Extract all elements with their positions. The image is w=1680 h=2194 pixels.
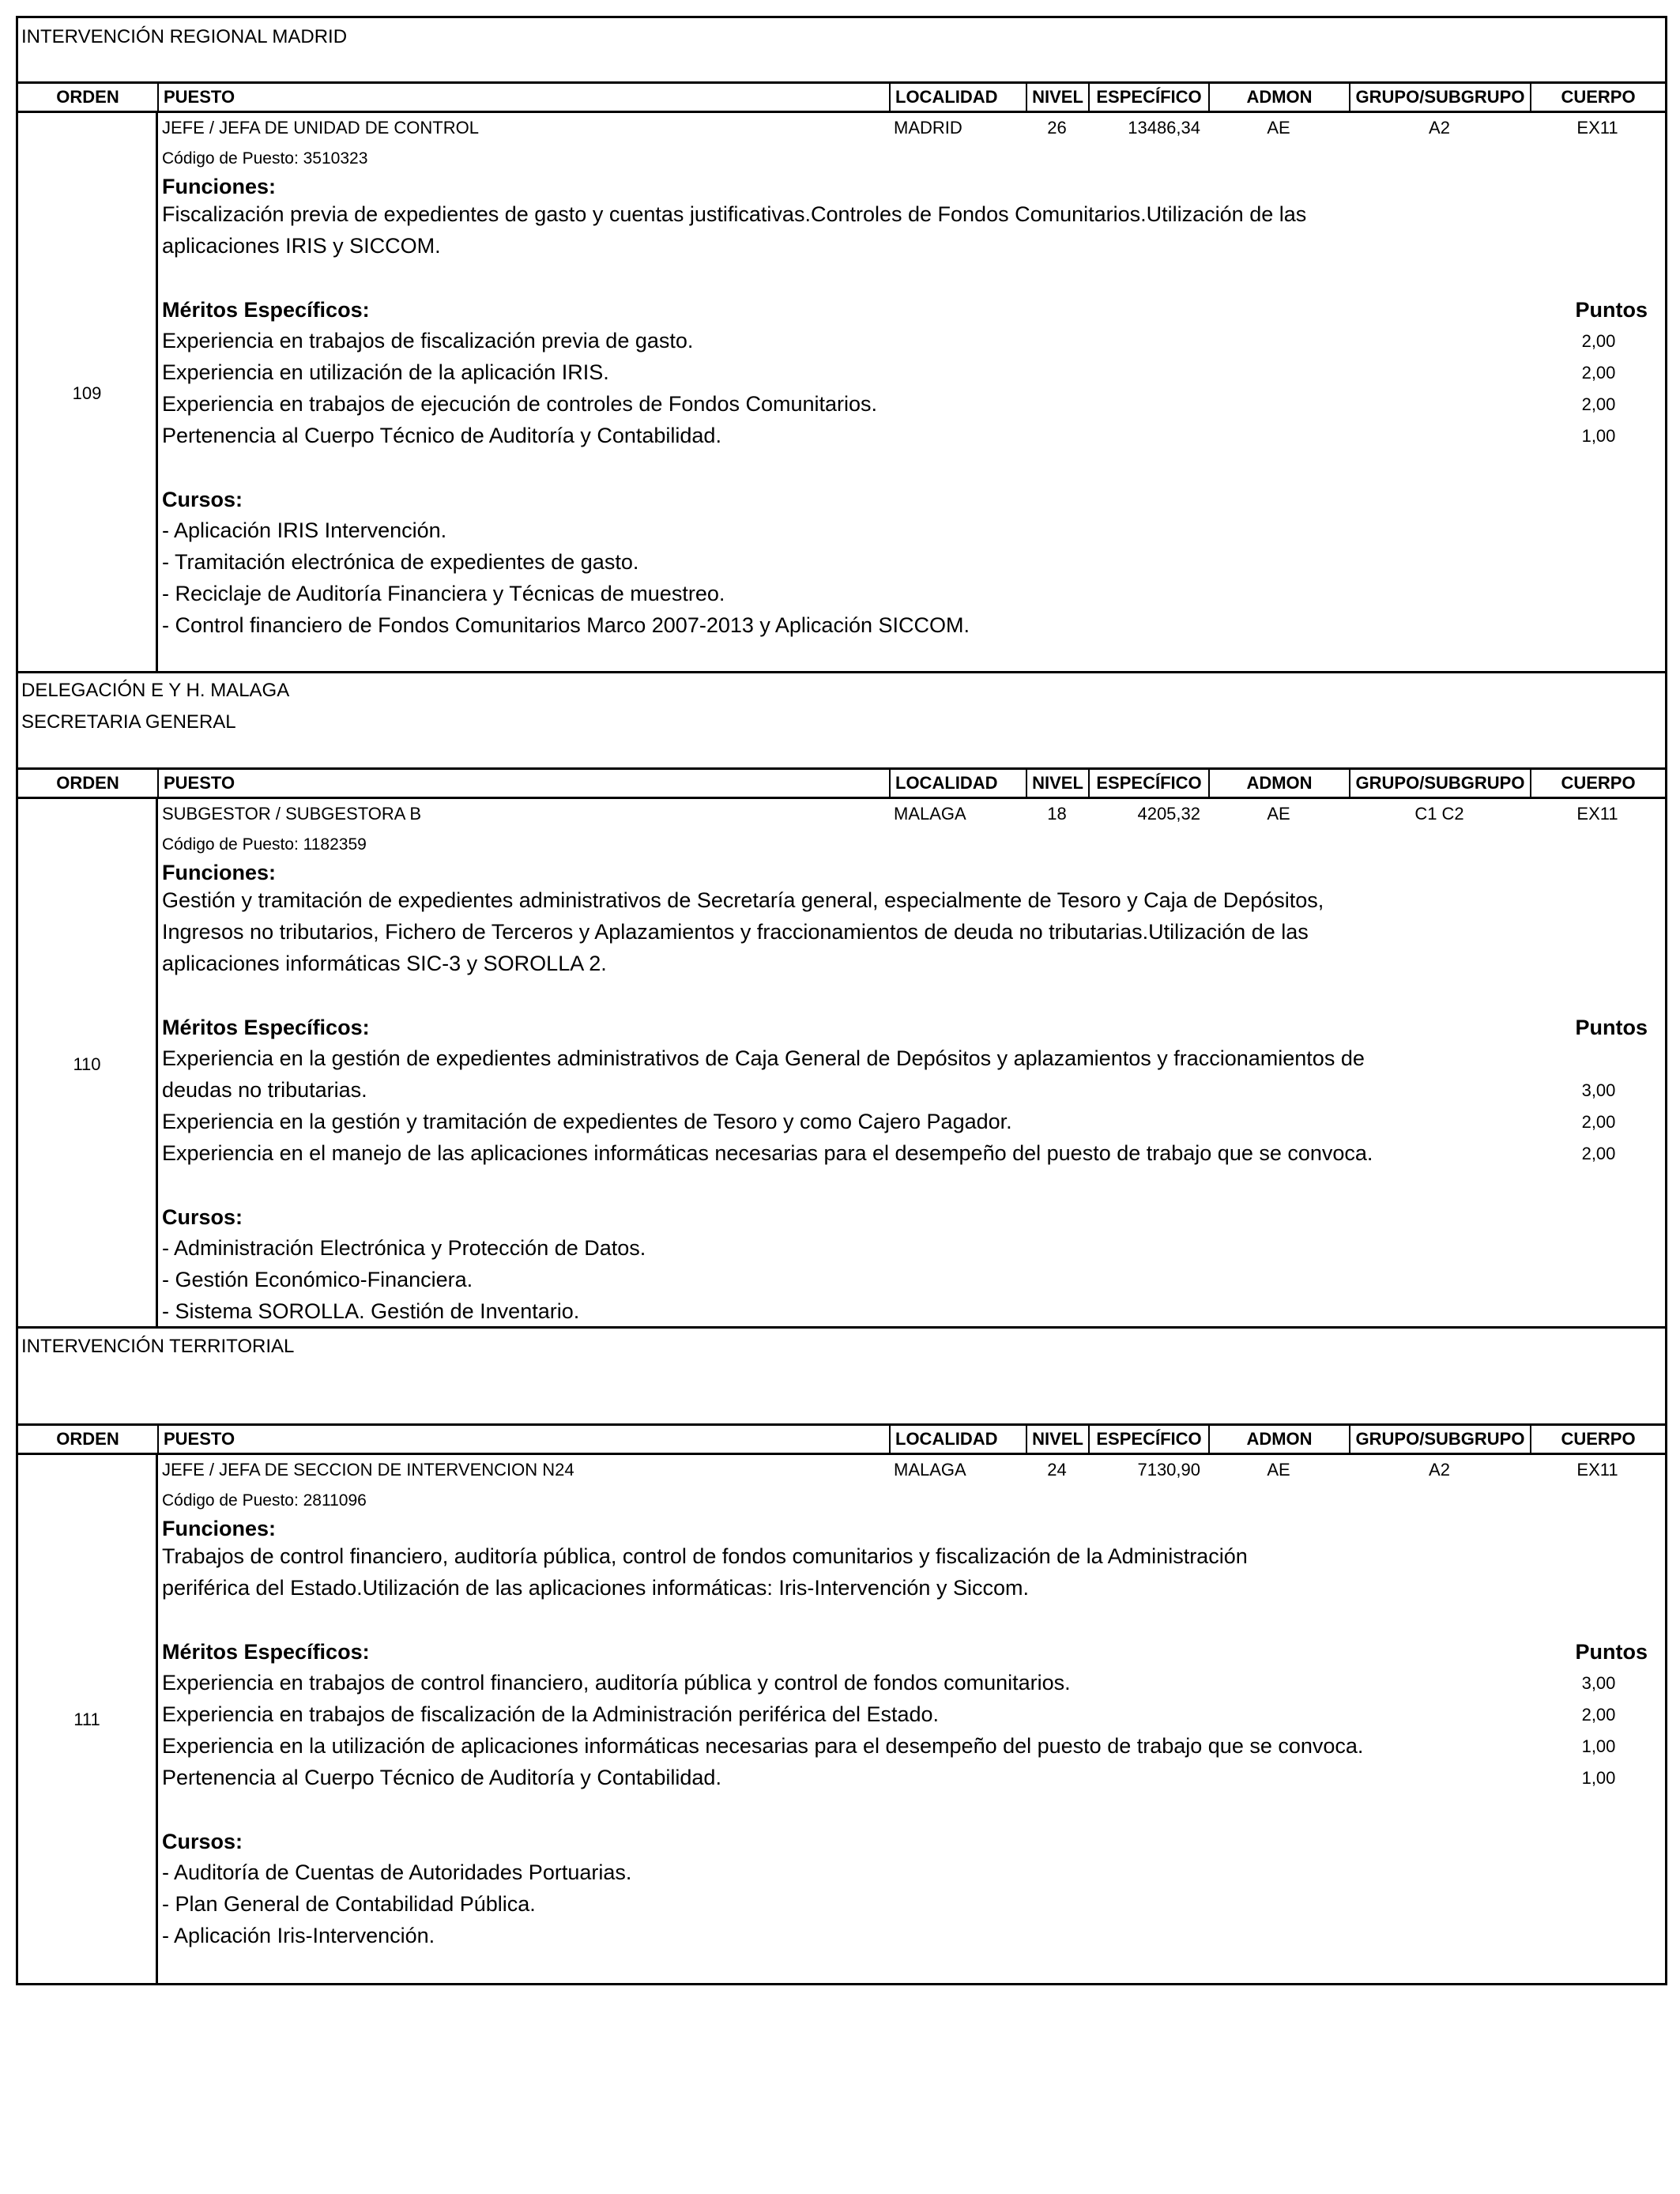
cursos-heading: Cursos: bbox=[162, 488, 243, 511]
merito-puntos: 2,00 bbox=[1581, 1705, 1616, 1725]
funciones-line: Gestión y tramitación de expedientes administrativos de Secretaría general, especialmente de Tesoro y Caja de Depósitos, bbox=[162, 888, 1324, 912]
merito-puntos: 2,00 bbox=[1581, 331, 1616, 351]
cell-cuerpo: EX11 bbox=[1576, 1460, 1618, 1480]
cell-cuerpo: EX11 bbox=[1576, 118, 1618, 138]
cell-localidad: MALAGA bbox=[894, 804, 966, 824]
merito-puntos: 2,00 bbox=[1581, 363, 1616, 383]
funciones-heading: Funciones: bbox=[162, 861, 277, 884]
merito-puntos: 2,00 bbox=[1581, 1112, 1616, 1132]
unit-title: SECRETARIA GENERAL bbox=[21, 711, 236, 733]
codigo-puesto: Código de Puesto: 1182359 bbox=[162, 835, 367, 854]
cell-puesto: JEFE / JEFA DE SECCION DE INTERVENCION N24 bbox=[162, 1460, 574, 1480]
meritos-heading: Méritos Específicos: bbox=[162, 1640, 370, 1664]
cell-nivel: 26 bbox=[1047, 118, 1067, 138]
cell-especifico: 13486,34 bbox=[1128, 118, 1200, 138]
cell-localidad: MADRID bbox=[894, 118, 962, 138]
orden-number: 111 bbox=[73, 1710, 100, 1729]
unit-title: DELEGACIÓN E Y H. MALAGA bbox=[21, 680, 290, 701]
header-cuerpo: CUERPO bbox=[1530, 1426, 1665, 1453]
funciones-heading: Funciones: bbox=[162, 175, 277, 198]
orden-divider bbox=[156, 799, 158, 1328]
cell-localidad: MALAGA bbox=[894, 1460, 966, 1480]
unit-title: INTERVENCIÓN TERRITORIAL bbox=[21, 1336, 295, 1357]
merito-puntos: 2,00 bbox=[1581, 1144, 1616, 1163]
funciones-line: Ingresos no tributarios, Fichero de Terceros y Aplazamientos y fraccionamientos de deuda no tributarias.Utilización de las bbox=[162, 920, 1309, 944]
merito-line: Experiencia en el manejo de las aplicaciones informáticas necesarias para el desempeño del puesto de trabajo que se convoca. bbox=[162, 1141, 1373, 1165]
merito-puntos: 1,00 bbox=[1581, 1736, 1616, 1756]
section-divider bbox=[18, 1326, 1665, 1329]
header-especifico: ESPECÍFICO bbox=[1088, 1426, 1208, 1453]
funciones-line: aplicaciones IRIS y SICCOM. bbox=[162, 234, 441, 258]
header-puesto: PUESTO bbox=[157, 84, 889, 111]
cell-puesto: JEFE / JEFA DE UNIDAD DE CONTROL bbox=[162, 118, 479, 138]
header-admon: ADMON bbox=[1208, 84, 1349, 111]
merito-line: Experiencia en la gestión y tramitación de expedientes de Tesoro y como Cajero Pagador. bbox=[162, 1110, 1012, 1133]
cell-nivel: 18 bbox=[1047, 804, 1067, 824]
cell-admon: AE bbox=[1267, 804, 1290, 824]
unit-title: INTERVENCIÓN REGIONAL MADRID bbox=[21, 26, 348, 47]
cell-especifico: 4205,32 bbox=[1137, 804, 1200, 824]
cell-admon: AE bbox=[1267, 1460, 1290, 1480]
curso-line: - Aplicación Iris-Intervención. bbox=[162, 1924, 435, 1947]
merito-line: Pertenencia al Cuerpo Técnico de Auditoría y Contabilidad. bbox=[162, 1766, 721, 1789]
puntos-heading: Puntos bbox=[1575, 1016, 1648, 1039]
codigo-puesto: Código de Puesto: 3510323 bbox=[162, 149, 368, 168]
cell-grupo: A2 bbox=[1429, 1460, 1450, 1480]
meritos-heading: Méritos Específicos: bbox=[162, 1016, 370, 1039]
merito-puntos: 3,00 bbox=[1581, 1673, 1616, 1693]
header-cuerpo: CUERPO bbox=[1530, 84, 1665, 111]
curso-line: - Gestión Económico-Financiera. bbox=[162, 1268, 473, 1291]
header-cuerpo: CUERPO bbox=[1530, 770, 1665, 797]
merito-line: Experiencia en trabajos de control financiero, auditoría pública y control de fondos comunitarios. bbox=[162, 1671, 1071, 1695]
header-orden: ORDEN bbox=[56, 87, 119, 107]
header-grupo: GRUPO/SUBGRUPO bbox=[1349, 770, 1530, 797]
header-grupo: GRUPO/SUBGRUPO bbox=[1349, 84, 1530, 111]
merito-line: deudas no tributarias. bbox=[162, 1078, 367, 1102]
header-localidad: LOCALIDAD bbox=[889, 770, 1026, 797]
puntos-heading: Puntos bbox=[1575, 1640, 1648, 1664]
merito-line: Experiencia en la utilización de aplicaciones informáticas necesarias para el desempeño del puesto de trabajo que se convoca. bbox=[162, 1734, 1364, 1758]
document-table bbox=[16, 16, 1667, 1985]
merito-line: Experiencia en trabajos de ejecución de controles de Fondos Comunitarios. bbox=[162, 392, 878, 416]
header-orden: ORDEN bbox=[56, 1429, 119, 1449]
table-header-row bbox=[18, 81, 1665, 113]
header-localidad: LOCALIDAD bbox=[889, 84, 1026, 111]
header-admon: ADMON bbox=[1208, 770, 1349, 797]
orden-number: 109 bbox=[72, 383, 102, 403]
merito-puntos: 3,00 bbox=[1581, 1080, 1616, 1100]
cell-grupo: C1 C2 bbox=[1414, 804, 1464, 824]
funciones-line: Trabajos de control financiero, auditoría pública, control de fondos comunitarios y fiscalización de la Administración bbox=[162, 1544, 1248, 1568]
cell-especifico: 7130,90 bbox=[1137, 1460, 1200, 1480]
meritos-heading: Méritos Específicos: bbox=[162, 298, 370, 322]
merito-puntos: 2,00 bbox=[1581, 394, 1616, 414]
merito-line: Experiencia en trabajos de fiscalización previa de gasto. bbox=[162, 329, 694, 352]
curso-line: - Control financiero de Fondos Comunitarios Marco 2007-2013 y Aplicación SICCOM. bbox=[162, 613, 970, 637]
orden-divider bbox=[156, 113, 158, 673]
curso-line: - Auditoría de Cuentas de Autoridades Portuarias. bbox=[162, 1860, 632, 1884]
header-puesto: PUESTO bbox=[157, 770, 889, 797]
funciones-heading: Funciones: bbox=[162, 1517, 277, 1540]
curso-line: - Reciclaje de Auditoría Financiera y Técnicas de muestreo. bbox=[162, 582, 725, 605]
header-orden: ORDEN bbox=[56, 773, 119, 793]
cell-nivel: 24 bbox=[1047, 1460, 1067, 1480]
cursos-heading: Cursos: bbox=[162, 1205, 243, 1229]
header-especifico: ESPECÍFICO bbox=[1088, 770, 1208, 797]
codigo-puesto: Código de Puesto: 2811096 bbox=[162, 1491, 367, 1510]
merito-puntos: 1,00 bbox=[1581, 426, 1616, 446]
section-divider bbox=[18, 671, 1665, 673]
merito-line: Pertenencia al Cuerpo Técnico de Auditoría y Contabilidad. bbox=[162, 424, 721, 447]
header-nivel: NIVEL bbox=[1026, 770, 1088, 797]
header-localidad: LOCALIDAD bbox=[889, 1426, 1026, 1453]
merito-line: Experiencia en trabajos de fiscalización de la Administración periférica del Estado. bbox=[162, 1702, 940, 1726]
header-grupo: GRUPO/SUBGRUPO bbox=[1349, 1426, 1530, 1453]
header-nivel: NIVEL bbox=[1026, 84, 1088, 111]
cursos-heading: Cursos: bbox=[162, 1830, 243, 1853]
header-especifico: ESPECÍFICO bbox=[1088, 84, 1208, 111]
table-header-row bbox=[18, 1423, 1665, 1455]
header-nivel: NIVEL bbox=[1026, 1426, 1088, 1453]
cell-cuerpo: EX11 bbox=[1576, 804, 1618, 824]
puntos-heading: Puntos bbox=[1575, 298, 1648, 322]
table-header-row bbox=[18, 767, 1665, 799]
curso-line: - Aplicación IRIS Intervención. bbox=[162, 518, 447, 542]
merito-line: Experiencia en la gestión de expedientes administrativos de Caja General de Depósitos y aplazamientos y fraccionamientos de bbox=[162, 1046, 1365, 1070]
orden-number: 110 bbox=[73, 1054, 101, 1074]
merito-puntos: 1,00 bbox=[1581, 1768, 1616, 1788]
header-admon: ADMON bbox=[1208, 1426, 1349, 1453]
curso-line: - Administración Electrónica y Protección de Datos. bbox=[162, 1236, 646, 1260]
curso-line: - Plan General de Contabilidad Pública. bbox=[162, 1892, 536, 1916]
cell-grupo: A2 bbox=[1429, 118, 1450, 138]
orden-divider bbox=[156, 1455, 158, 1983]
merito-line: Experiencia en utilización de la aplicación IRIS. bbox=[162, 360, 609, 384]
funciones-line: Fiscalización previa de expedientes de gasto y cuentas justificativas.Controles de Fondos Comunitarios.Utilización de las bbox=[162, 202, 1307, 226]
funciones-line: aplicaciones informáticas SIC-3 y SOROLLA 2. bbox=[162, 952, 607, 975]
curso-line: - Sistema SOROLLA. Gestión de Inventario. bbox=[162, 1299, 580, 1323]
header-puesto: PUESTO bbox=[157, 1426, 889, 1453]
cell-puesto: SUBGESTOR / SUBGESTORA B bbox=[162, 804, 422, 824]
curso-line: - Tramitación electrónica de expedientes de gasto. bbox=[162, 550, 639, 574]
cell-admon: AE bbox=[1267, 118, 1290, 138]
funciones-line: periférica del Estado.Utilización de las aplicaciones informáticas: Iris-Intervención y Siccom. bbox=[162, 1576, 1029, 1600]
